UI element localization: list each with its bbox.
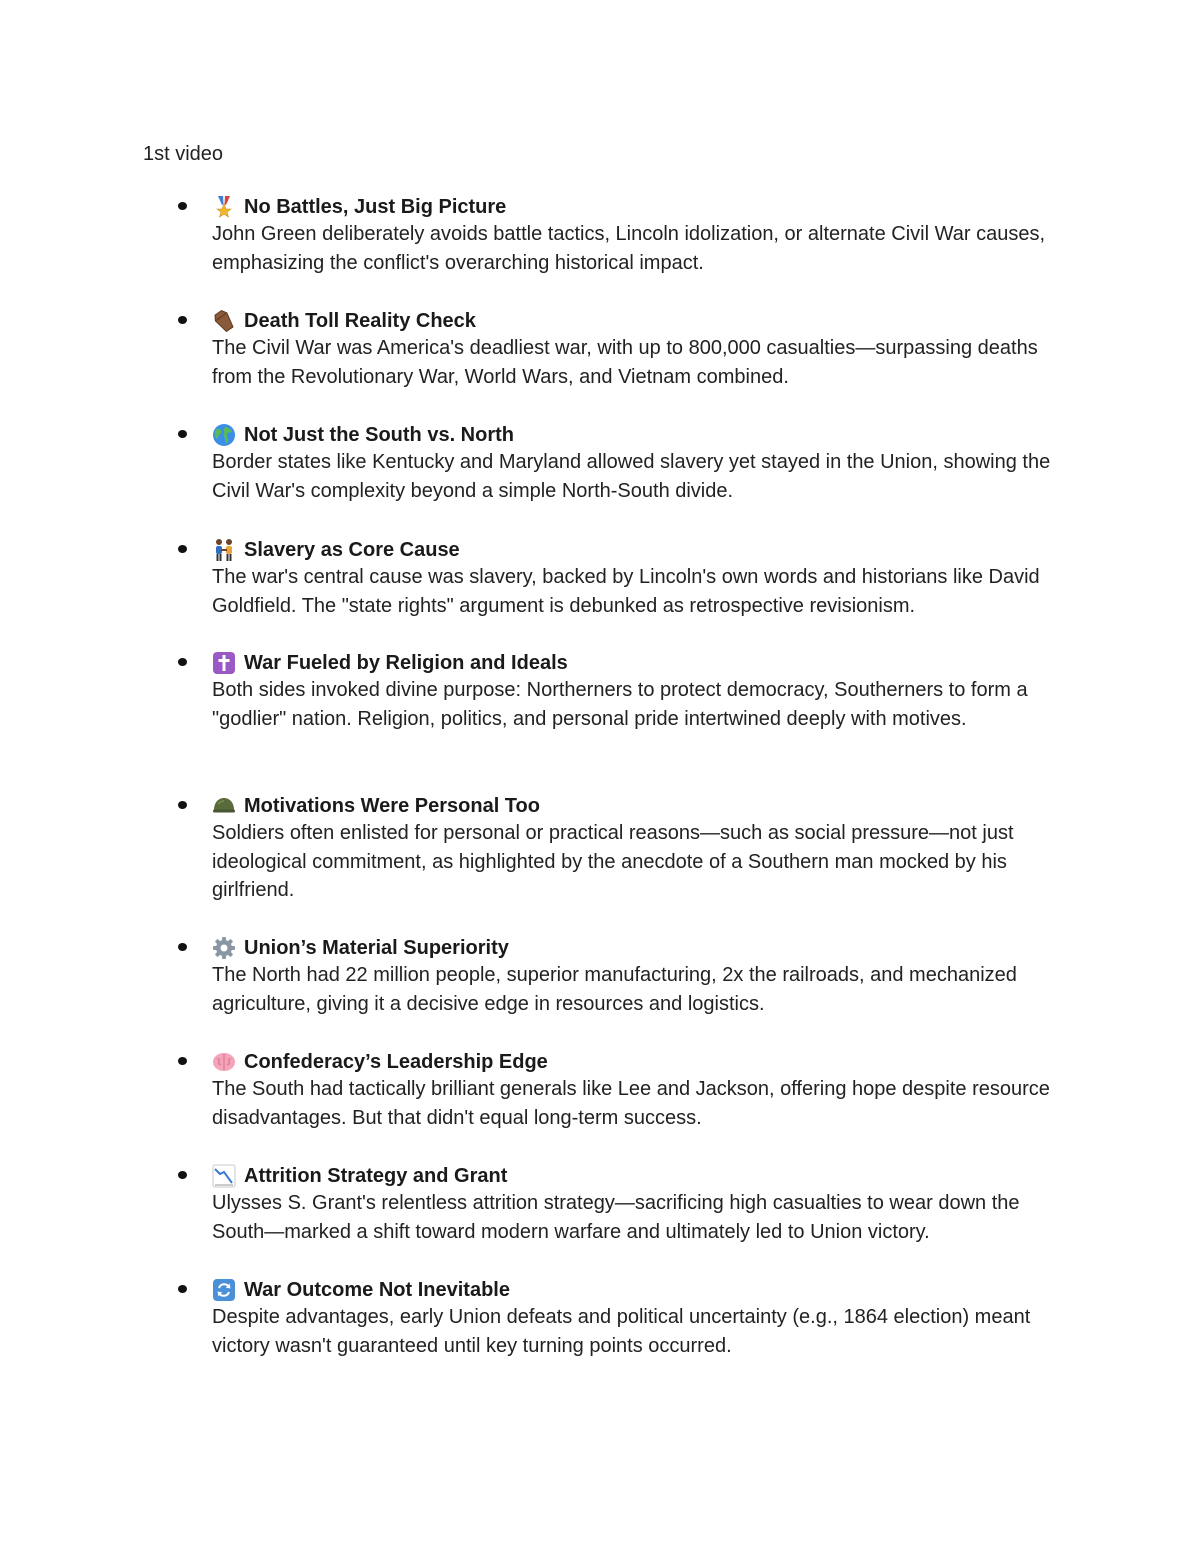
coffin-icon xyxy=(212,309,236,333)
item-description: The South had tactically brilliant generals like Lee and Jackson, offering hope despite resource disadvantages. But that didn't equal long-term success. xyxy=(212,1078,1050,1129)
item-description: The Civil War was America's deadliest war, with up to 800,000 casualties—surpassing deaths from the Revolutionary War, World Wars, and Vietnam combined. xyxy=(212,337,1038,388)
item-title: Confederacy’s Leadership Edge xyxy=(244,1051,548,1073)
item-description: Soldiers often enlisted for personal or practical reasons—such as social pressure—not just ideological commitment, as highlighted by the anecdote of a Southern man mocked by his girlfriend. xyxy=(212,822,1014,902)
bullet-dot xyxy=(178,202,187,210)
item-title: Motivations Were Personal Too xyxy=(244,795,540,817)
item-description: The North had 22 million people, superior manufacturing, 2x the railroads, and mechanized agriculture, giving it a decisive edge in resources and logistics. xyxy=(212,964,1017,1015)
item-title: War Fueled by Religion and Ideals xyxy=(244,652,568,674)
globe-icon xyxy=(212,423,236,447)
bullet-dot xyxy=(178,943,187,951)
item-title: War Outcome Not Inevitable xyxy=(244,1279,510,1301)
bullet-dot xyxy=(178,658,187,666)
item-title: Attrition Strategy and Grant xyxy=(244,1165,508,1187)
item-title: Death Toll Reality Check xyxy=(244,310,476,332)
item-title: Slavery as Core Cause xyxy=(244,539,460,561)
counterclockwise-arrows-icon xyxy=(212,1278,236,1302)
item-title: Not Just the South vs. North xyxy=(244,424,514,446)
item-title: No Battles, Just Big Picture xyxy=(244,196,507,218)
item-description: The war's central cause was slavery, backed by Lincoln's own words and historians like David Goldfield. The "state rights" argument is debunked as retrospective revisionism. xyxy=(212,566,1040,617)
brain-icon xyxy=(212,1050,236,1074)
bullet-dot xyxy=(178,430,187,438)
item-title: Union’s Material Superiority xyxy=(244,937,509,959)
latin-cross-icon xyxy=(212,651,236,675)
bullet-dot xyxy=(178,545,187,553)
item-description: Ulysses S. Grant's relentless attrition strategy—sacrificing high casualties to wear down the South—marked a shift toward modern warfare and ultimately led to Union victory. xyxy=(212,1192,1020,1243)
item-description: Despite advantages, early Union defeats and political uncertainty (e.g., 1864 election) meant victory wasn't guaranteed until key turning points occurred. xyxy=(212,1306,1031,1357)
bullet-dot xyxy=(178,1285,187,1293)
chart-decreasing-icon xyxy=(212,1164,236,1188)
military-medal-icon xyxy=(212,195,236,219)
gear-icon xyxy=(212,936,236,960)
bullet-dot xyxy=(178,1171,187,1179)
bullet-dot xyxy=(178,316,187,324)
item-description: John Green deliberately avoids battle tactics, Lincoln idolization, or alternate Civil War causes, emphasizing the conflict's overarching historical impact. xyxy=(212,223,1046,274)
bullet-dot xyxy=(178,801,187,809)
document-heading: 1st video xyxy=(143,143,224,165)
item-description: Border states like Kentucky and Maryland allowed slavery yet stayed in the Union, showing the Civil War's complexity beyond a simple North-South divide. xyxy=(212,451,1051,502)
people-holding-hands-icon xyxy=(212,538,236,562)
bullet-dot xyxy=(178,1057,187,1065)
item-description: Both sides invoked divine purpose: Northerners to protect democracy, Southerners to form a "godlier" nation. Religion, politics, and personal pride intertwined deeply with motives. xyxy=(212,679,1028,730)
military-helmet-icon xyxy=(212,794,236,818)
